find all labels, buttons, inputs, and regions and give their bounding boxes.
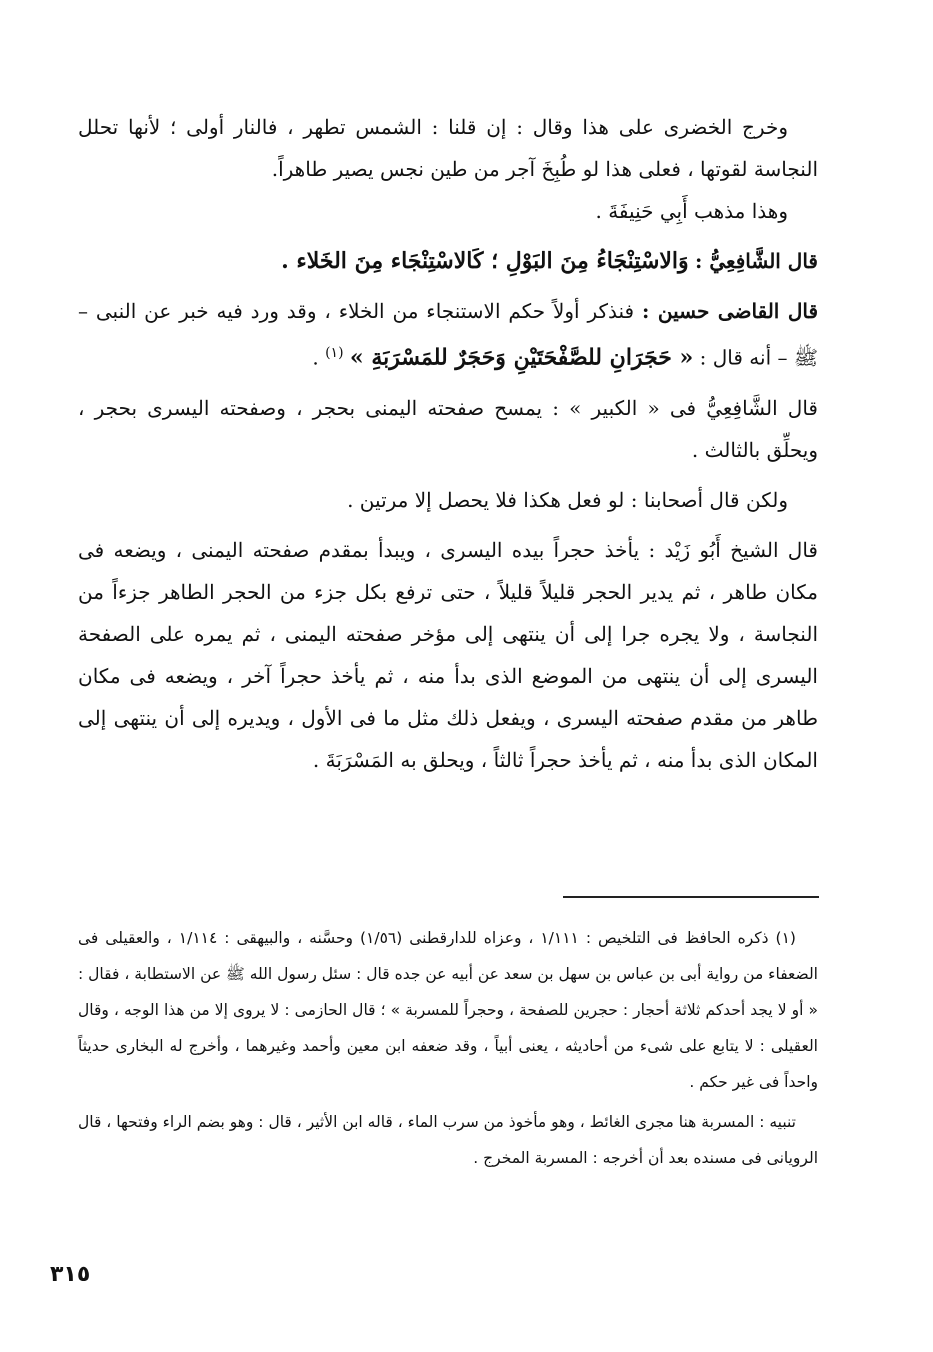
paragraph-shafii-kabir: قال الشَّافِعِيُّ فى « الكبير » : يمسح صفحته اليمنى بحجر ، وصفحته اليسرى بحجر ، ويحلِّق بالثالث . [78,395,818,462]
footnotes [78,920,818,1176]
hadith-quote: « حَجَرَانِ للصَّفْحَتَيْنِ وَحَجَرٌ للمَسْرَبَةِ » [349,344,694,371]
footnote-note: تنبيه : المسربة هنا مجرى الغائط ، وهو مأخوذ من سرب الماء ، قاله ابن الأثير ، قال : وهو بضم الراء وفتحها ، قال الرويانى فى مسنده بعد أن أخرجه : المسربة المخرج . [77,1113,818,1167]
paragraph-text: فنذكر أولاً حكم الاستنجاء من الخلاء ، وقد ورد فيه خبر عن النبى – ﷺ – أنه قال : [78,299,818,370]
paragraph-ashabuna: ولكن قال أصحابنا : لو فعل هكذا فلا يحصل إلا مرتين . [347,487,788,512]
speaker-label: قال الشَّافِعِيُّ : [695,249,818,273]
footnote-ref[interactable]: (١) [325,345,344,361]
paragraph-khudari: وخرج الخضرى على هذا وقال : إن قلنا : الشمس تطهر ، فالنار أولى ؛ لأنها تحلل النجاسة لقوتها ، فعلى هذا لو طُبِخَ آجر من طين نجس يصير طاهراً. [78,115,818,181]
paragraph-abu-hanifa: وهذا مذهب أَبِي حَنِيفَةَ . [595,199,788,223]
paragraph-abu-zayd: قال الشيخ أَبُو زَيْد : يأخذ حجراً بيده اليسرى ، ويبدأ بمقدم صفحته اليمنى ، ويضعه فى مكان طاهر ، ثم يدير الحجر قليلاً قليلاً ، حتى ترفع بكل جزء من الحجر الطاهر جزءاً من النجاسة ، ولا يجره جرا إلى أن ينتهى إلى مؤخر صفحته اليمنى ، ثم يمره على الصفحة اليسرى إلى أن ينتهى من الموضع الذى بدأ منه ، ثم يأخذ حجراً آخر ، ويضعه فى مكان طاهر من مقدم صفحته اليسرى ، ويفعل ذلك مثل ما فى الأول ، ويديره إلى أن ينتهى إلى المكان الذى بدأ منه ، ثم يأخذ حجراً ثالثاً ، ويحلق به المَسْرَبَةَ . [78,537,818,772]
main-text [78,106,818,781]
speaker-label: قال القاضى حسين : [642,299,819,323]
footnote-1: (١) ذكره الحافظ فى التلخيص : ١/١١١ ، وعزاه للدارقطنى (١/٥٦) وحسَّنه ، والبيهقى : ١/١١٤ ، والعقيلى فى الضعفاء من رواية أبى بن عباس بن سهل بن سعد عن أبيه عن جده قال : سئل رسول الله ﷺ عن الاستطابة ، فقال : « أو لا يجد أحدكم ثلاثة أحجار : حجرين للصفحة ، وحجراً للمسربة » ؛ قال الحازمى : لا يروى إلا من هذا الوجه ، وقال العقيلى : لا يتابع على شىء من أحاديثه ، يعنى أبياً ، وقد ضعفه ابن معين وأحمد وغيرهما ، وأخرج له البخارى حديثاً واحداً فى غير حكم . [78,929,818,1091]
paragraph-tail: . [312,345,319,370]
footnote-separator [563,896,819,898]
paragraph-shafii-matn [78,240,818,282]
page-number: ٣١٥ [50,1262,91,1287]
paragraph-qadi-husayn [78,290,818,379]
matn-text: وَالاسْتِنْجَاءُ مِنَ البَوْلِ ؛ كَالاسْتِنْجَاء مِنَ الخَلاء . [281,248,689,274]
